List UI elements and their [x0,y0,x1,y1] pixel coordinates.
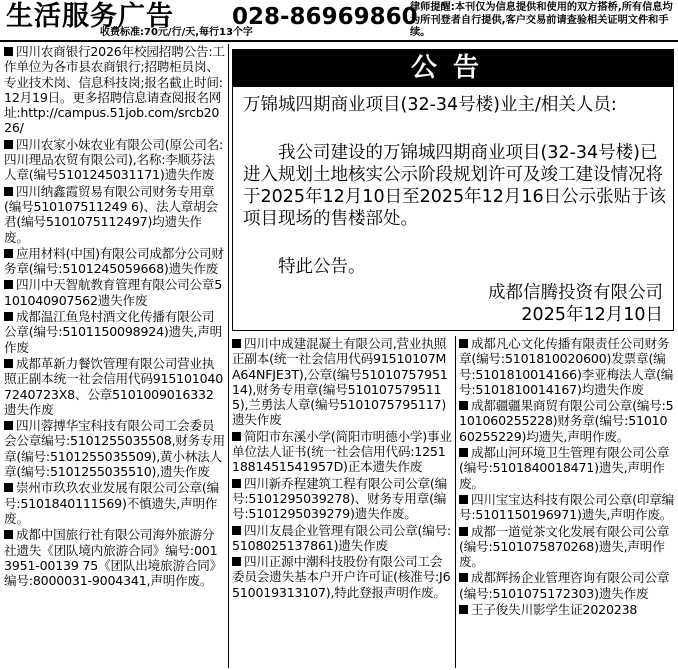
list-item [459,398,675,444]
classified-text: 四川中天智航教育管理有限公司公章5101040907562遗失作废 [4,277,223,308]
square-bullet-icon [4,249,13,258]
section-title: 生活服务广告 [6,1,174,32]
notice-date: 2025年12月10日 [521,305,663,325]
list-item [4,309,225,355]
square-bullet-icon [459,495,468,504]
square-bullet-icon [4,359,13,368]
square-bullet-icon [4,47,13,56]
list-item [4,418,225,479]
list-item [4,184,225,245]
square-bullet-icon [4,280,13,289]
square-bullet-icon [4,187,13,196]
list-item [4,44,225,136]
hotline-phone: 028-86969860 [232,4,418,30]
classified-text: 成都中国旅行社有限公司海外旅游分社遗失《团队境内旅游合同》编号:0013951-00139 75《团队出境旅游合同》编号:8000031-9004341,声明作废。 [4,527,223,589]
column-divider [455,336,456,668]
classified-text: 四川农家小妹农业有限公司(原公司名:四川理品农贸有限公司),名称:李顺芬法人章(编号5101245031171)遗失作废 [4,136,224,183]
classified-text: 四川农商银行2026年校园招聘公告:工作单位为各市县农商银行;招聘柜员岗、专业技术岗、信息科技岗;报名截止时间:12月19日。更多招聘信息请查阅报名网址:http://campus.51job.com/srcb2026/ [4,44,225,136]
column-right [459,336,675,618]
square-bullet-icon [4,483,13,492]
classified-text: 成都温江鱼凫村酒文化传播有限公司公章(编号:5101150098924)遗失,声明作废 [4,309,222,355]
square-bullet-icon [232,479,241,488]
list-item [232,554,452,600]
list-item [459,570,675,601]
square-bullet-icon [232,526,241,535]
square-bullet-icon [232,557,241,566]
classified-text: 成都革新力餐饮管理有限公司营业执照正副本统一社会信用代码9151010407240723X8、公章5101009016332遗失作废 [4,355,224,417]
classified-text: 成都疆疆果商贸有限公司公章(编号:5101060255228)财务章(编号:5101060255229)均遗失,声明作废。 [459,398,674,444]
column-middle [232,336,452,601]
square-bullet-icon [459,573,468,582]
lawyer-notice: 律师提醒:本刊仅为信息提供和使用的双方搭桥,所有信息均为所刊登者自行提供,客户交易前请查验相关证明文件和手续。 [410,2,673,38]
list-item [459,524,675,570]
square-bullet-icon [459,605,468,614]
notice-body: 我公司建设的万锦城四期商业项目(32-34号楼)已进入规划土地核实公示阶段规划许可及竣工建设情况将于2025年12月10日至2025年12月16日公示张贴于该项目现场的售楼部处。 [243,143,667,229]
notice-closing: 特此公告。 [278,257,366,277]
list-item [232,429,452,475]
rate-line: 收费标准:70元/行/天,每行13个字 [100,27,253,38]
list-item [4,527,225,588]
square-bullet-icon [459,527,468,536]
list-item [4,356,225,417]
square-bullet-icon [4,140,13,149]
public-notice [232,49,674,331]
classified-text: 成都山河环境卫生管理有限公司公章(编号:5101840018471)遗失,声明作废。 [459,445,670,491]
list-item [232,476,452,522]
list-item [4,137,225,183]
list-item [232,523,452,554]
column-left [4,44,225,589]
square-bullet-icon [459,401,468,410]
classified-text: 四川中成建混凝土有限公司,营业执照正副本(统一社会信用代码91510107MA64NFJE3T),公章(编号5101075795114),财务专用章(编号5101075795115),兰勇法人章(编号5101075795117)遗失作废 [232,336,448,428]
list-item [459,602,675,617]
classified-text: 崇州市玖玖农业发展有限公司公章(编号:5101840111569)不慎遗失,声明作废。 [4,480,220,526]
masthead [0,0,678,42]
classified-text: 简阳市东溪小学(简阳市明德小学)事业单位法人证书(统一社会信用代码:12511881451541957D)正本遗失作废 [232,428,452,475]
square-bullet-icon [4,530,13,539]
classified-text: 四川蓉搏华宝科技有限公司工会委员会公章编号:5101255035508,财务专用章(编号:5101255035509),黄小林法人章(编号:5101255035510),遗失作废 [4,418,225,480]
square-bullet-icon [4,312,13,321]
list-item [232,336,452,428]
classified-text: 应用材料(中国)有限公司成都分公司财务章(编号:5101245059668)遗失作废 [4,245,224,277]
classified-text: 四川纳鑫霞贸易有限公司财务专用章(编号510107511249 6)、法人章胡会君(编号5101075112497)均遗失作废。 [4,183,218,245]
notice-heading: 公告 [233,50,673,87]
list-item [459,336,675,397]
column-divider [228,44,229,668]
list-item [459,492,675,523]
classified-text: 四川正源中潮科技股份有限公司工会委员会遗失基本户开户许可证(核准号:J6510019313107),特此登报声明作废。 [232,554,451,600]
classified-text: 四川友晨企业管理有限公司公章(编号:5108025137861)遗失作废 [232,522,452,553]
square-bullet-icon [232,432,241,441]
classified-text: 成都凡心文化传播有限责任公司财务章(编号:5101810020600)发票章(编号:5101810014166)李亚梅法人章(编号:5101810014167)均遗失作废 [459,336,674,397]
square-bullet-icon [232,339,241,348]
square-bullet-icon [459,448,468,457]
classified-text: 王子俊失川影学生证2020238 [471,602,638,618]
square-bullet-icon [459,339,468,348]
list-item [459,445,675,491]
list-item [4,246,225,277]
square-bullet-icon [4,421,13,430]
list-item [4,480,225,526]
notice-signatory: 成都信腾投资有限公司 [488,283,663,303]
list-item [4,277,225,308]
classified-text: 四川宝宝达科技有限公司公章(印章编号:5101150196971)遗失,声明作废。 [459,491,675,523]
classified-text: 成都辉扬企业管理咨询有限公司公章(编号:5101075172303)遗失作废 [459,570,670,601]
classified-text: 四川新乔程建筑工程有限公司公章(编号:5101295039278)、财务专用章(编号:5101295039279)遗失作废。 [232,475,448,522]
notice-addressee: 万锦城四期商业项目(32-34号楼)业主/相关人员: [243,95,617,115]
classified-text: 成都一道觉茶文化发展有限公司公章(编号:5101075870268)遗失,声明作废。 [459,523,670,570]
